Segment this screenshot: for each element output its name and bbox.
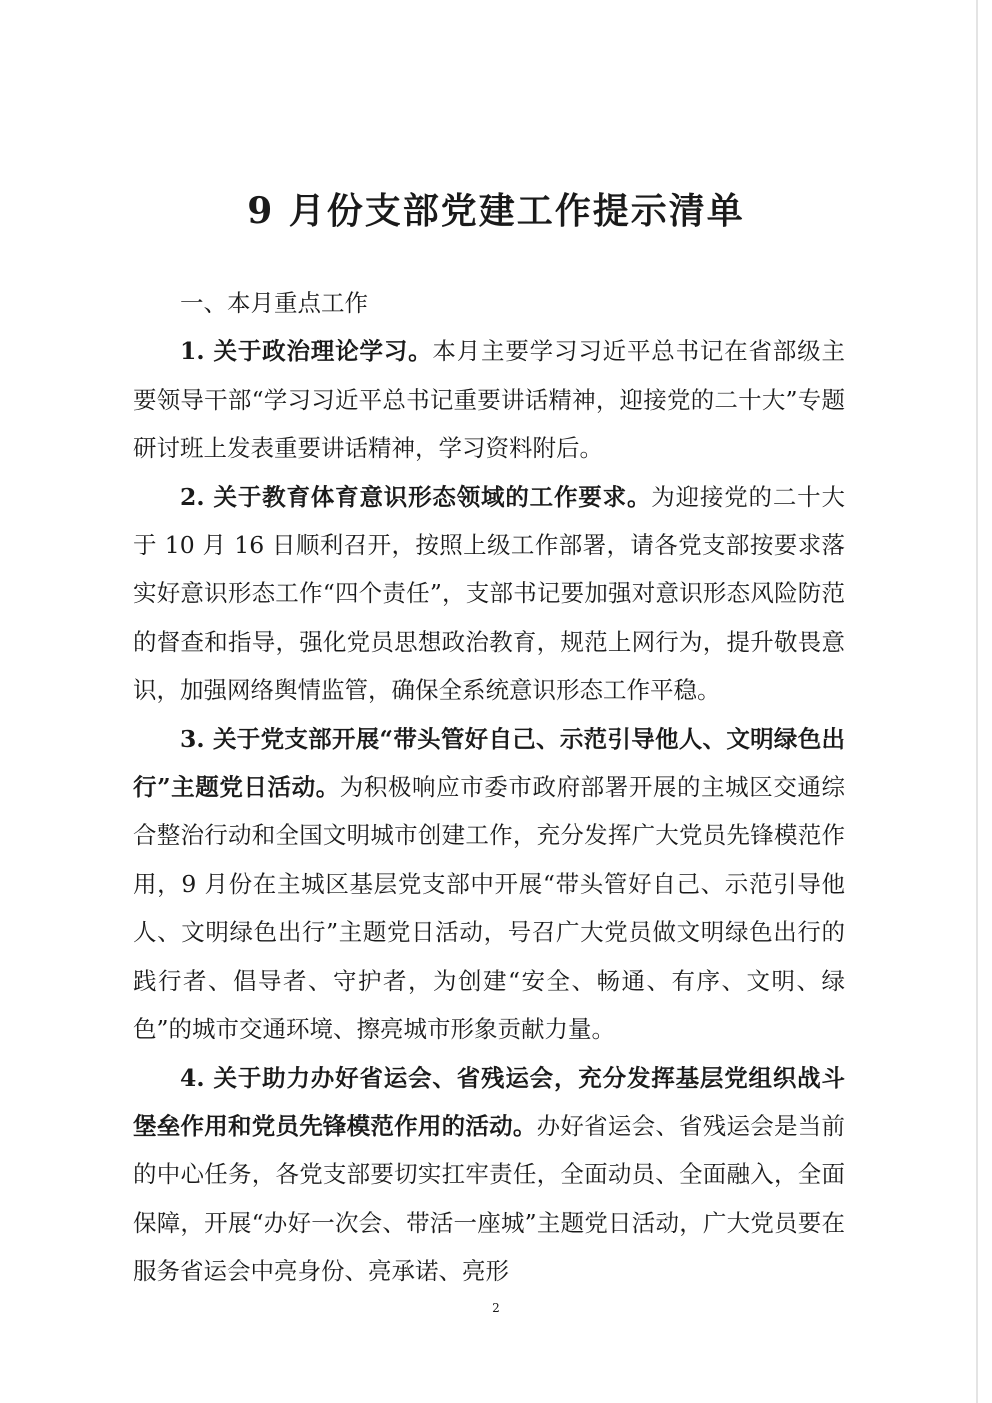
item-1: [133, 327, 845, 472]
item-2-heading: 2. 关于教育体育意识形态领域的工作要求。: [180, 482, 652, 511]
item-4-body: 办好省运会、省残运会是当前的中心任务，各党支部要切实扛牢责任，全面动员、全面融入，全面保障，开展“办好一次会、带活一座城”主题党日活动，广大党员要在服务省运会中亮身份、亮承诺、亮形: [133, 1111, 846, 1286]
item-4-heading: 4. 关于助力办好省运会、省残运会，充分发挥基层党组织战斗堡垒作用和党员先锋模范作用的活动。: [133, 1063, 845, 1140]
item-2: [133, 473, 845, 715]
document-body: [133, 279, 845, 1296]
item-4: [133, 1054, 845, 1296]
item-3: [133, 715, 845, 1054]
item-2-body: 为迎接党的二十大于 10 月 16 日顺利召开，按照上级工作部署，请各党支部按要求落实好意识形态工作“四个责任”，支部书记要加强对意识形态风险防范的督查和指导，强化党员思想政治教育，规范上网行为，提升敬畏意识，加强网络舆情监管，确保全系统意识形态工作平稳。: [133, 482, 845, 705]
item-3-body: 为积极响应市委市政府部署开展的主城区交通综合整治行动和全国文明城市创建工作，充分发挥广大党员先锋模范作用，9 月份在主城区基层党支部中开展“带头管好自己、示范引导他人、文明绿色出行”主题党日活动，号召广大党员做文明绿色出行的践行者、倡导者、守护者，为创建“安全、畅通、有序、文明、绿色”的城市交通环境、擦亮城市形象贡献力量。: [133, 773, 845, 1044]
item-1-heading: 1. 关于政治理论学习。: [180, 337, 433, 366]
item-3-heading: 3. 关于党支部开展“带头管好自己、示范引导他人、文明绿色出行”主题党日活动。: [133, 724, 845, 802]
section-heading: 一、本月重点工作: [180, 289, 368, 317]
page-number: 2: [492, 1301, 500, 1315]
item-1-body: 本月主要学习习近平总书记在省部级主要领导干部“学习习近平总书记重要讲话精神，迎接党的二十大”专题研讨班上发表重要讲话精神，学习资料附后。: [133, 337, 846, 463]
document-title: 9 月份支部党建工作提示清单: [247, 190, 745, 232]
